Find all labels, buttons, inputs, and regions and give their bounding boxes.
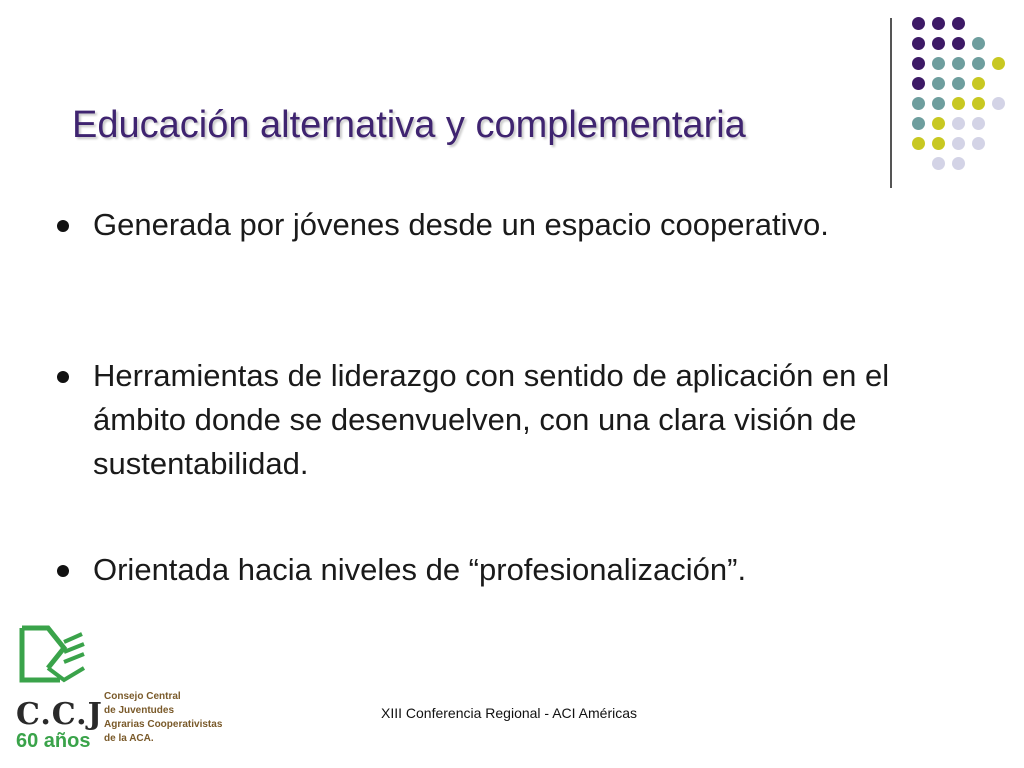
logo-caption-line: Consejo Central <box>104 691 181 702</box>
decorative-dot <box>912 37 925 50</box>
decorative-dot <box>952 57 965 70</box>
decorative-dot <box>912 77 925 90</box>
bullet-icon <box>57 220 69 232</box>
decorative-dot <box>932 97 945 110</box>
logo-caption-line: Agrarias Cooperativistas <box>104 719 223 730</box>
decorative-dot <box>912 97 925 110</box>
decorative-dot <box>952 37 965 50</box>
decorative-dot <box>972 77 985 90</box>
decorative-dot <box>952 157 965 170</box>
decorative-dot <box>912 57 925 70</box>
logo-caption-line: de la ACA. <box>104 733 154 744</box>
decorative-dot <box>952 97 965 110</box>
slide-title: Educación alternativa y complementaria <box>72 104 746 146</box>
decorative-dot <box>992 97 1005 110</box>
decorative-dot <box>952 77 965 90</box>
slide-footer: XIII Conferencia Regional - ACI Américas <box>381 705 638 721</box>
decorative-dot <box>912 137 925 150</box>
bullet-text: Herramientas de liderazgo con sentido de aplicación en el ámbito donde se desenvuelven, con una clara visión de sustentabilidad. <box>93 358 890 481</box>
bullet-item <box>55 354 975 486</box>
decorative-dot <box>932 37 945 50</box>
decorative-dot <box>932 17 945 30</box>
decorative-dot <box>972 97 985 110</box>
logo-caption <box>104 690 222 746</box>
decorative-dot <box>932 137 945 150</box>
decorative-dot <box>952 117 965 130</box>
decorative-dot <box>972 117 985 130</box>
decorative-dot <box>952 17 965 30</box>
bullet-item <box>55 203 975 247</box>
decorative-dot <box>932 57 945 70</box>
decorative-dot <box>932 157 945 170</box>
bullet-icon <box>57 371 69 383</box>
bullet-text: Generada por jóvenes desde un espacio cooperativo. <box>93 207 829 242</box>
decorative-dot <box>972 57 985 70</box>
title-divider-line <box>890 18 892 188</box>
decorative-dot <box>952 137 965 150</box>
decorative-dot <box>932 77 945 90</box>
logo-anniversary: 60 años <box>16 730 91 752</box>
decorative-dot <box>992 57 1005 70</box>
decorative-dot <box>912 117 925 130</box>
decorative-dot <box>932 117 945 130</box>
bullet-icon <box>57 565 69 577</box>
logo-letters: C.C.J <box>16 697 103 732</box>
decorative-dot <box>912 17 925 30</box>
logo-caption-line: de Juventudes <box>104 705 175 716</box>
decorative-dot <box>972 137 985 150</box>
bullet-text: Orientada hacia niveles de “profesionalización”. <box>93 552 747 587</box>
bullet-item <box>55 548 975 592</box>
decorative-dot <box>972 37 985 50</box>
